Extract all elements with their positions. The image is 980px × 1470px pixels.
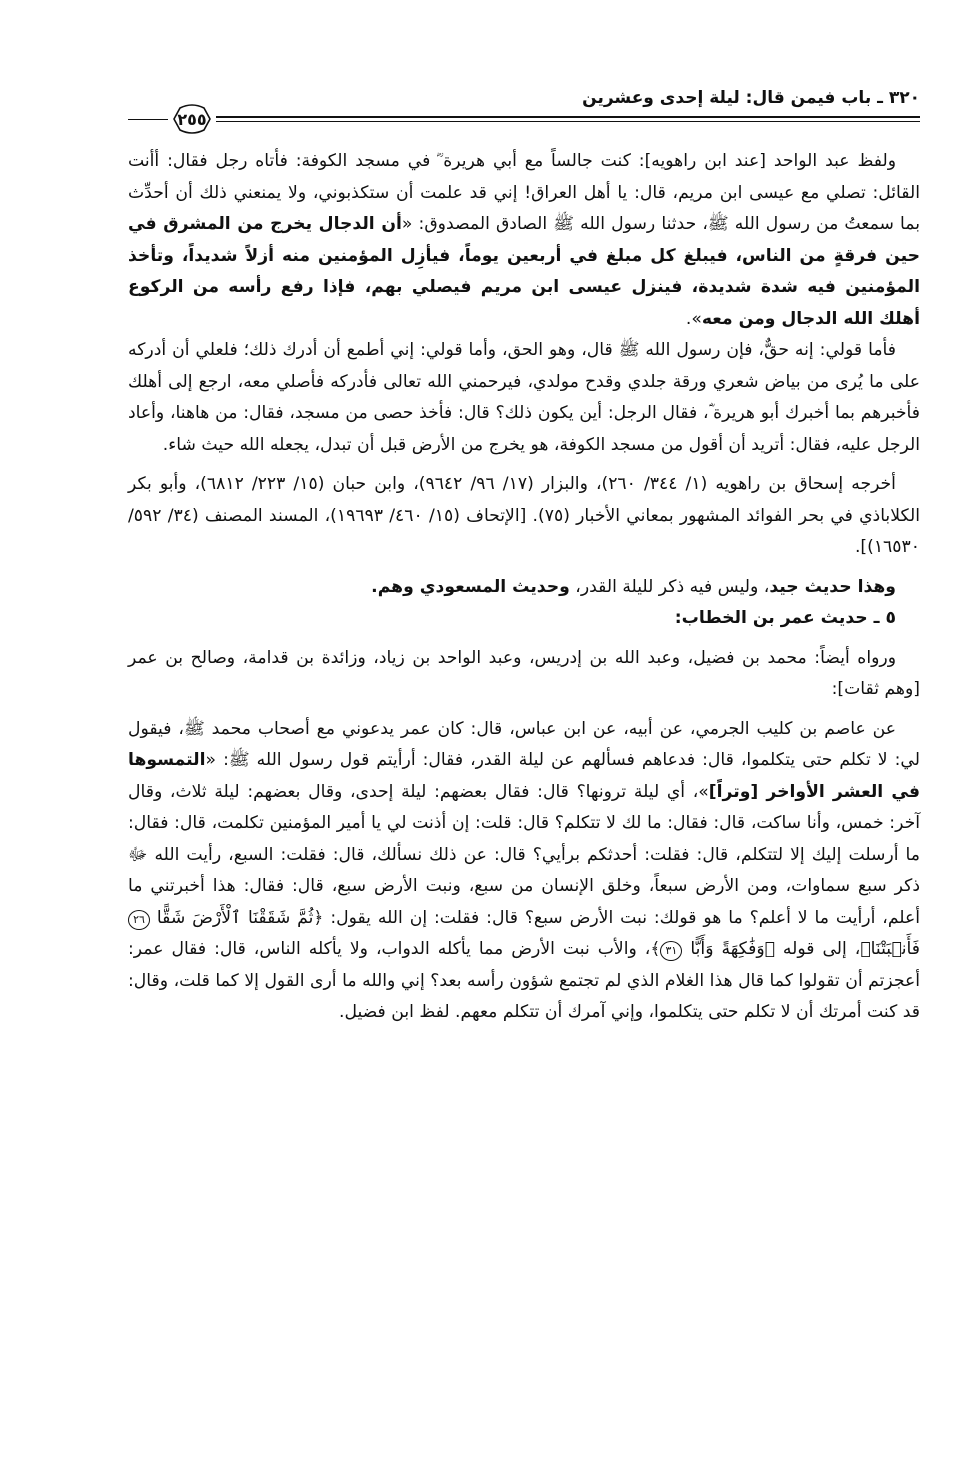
paragraph bbox=[128, 603, 920, 635]
page-header bbox=[128, 86, 920, 136]
text-segment: ». bbox=[685, 308, 702, 329]
text-segment: »، أي ليلة ترونها؟ قال: فقال بعضهم: ليلة إحدى، وقال بعضهم: ليلة ثلاث، وقال آخر: خمس، وأنا ساكت، قال: فقال: ما لك لا تتكلم؟ قال: قلت: إن أذنت لي يا أمير المؤمنين تكلمت، قال: فقال: ما أرسلت إليك إلا لتتكلم، قال: فقلت: أحدثكم برأيي؟ قال: عن ذلك نسألك، قال: فقلت: السبع، رأيت الله ﷻ ذكر سبع سماوات، ومن الأرض سبعاً، وخلق الإنسان من سبع، ونبت الأرض سبع، قال: فقال: هذا أخبرتني ما أعلم، أرأيت ما لا أعلم؟ ما هو قولك: نبت الأرض سبع؟ قال: فقلت: إن الله يقول: ﴿ثُمَّ شَقَقْنَا ٱلْأَرْضَ شَقًّا bbox=[128, 781, 920, 928]
page-number-badge bbox=[168, 102, 216, 136]
header-rule-thin bbox=[198, 121, 920, 122]
paragraph bbox=[128, 469, 920, 564]
text-segment: ورواه أيضاً: محمد بن فضيل، وعبد الله بن إدريس، وعبد الواحد بن زياد، وزائدة بن قدامة، وصالح بن عمر [وهم ثقات]: bbox=[128, 647, 920, 699]
text-segment: فَأَنۢبَتْنَا﴾، إلى قوله ﴿وَفَٰكِهَةً وَأَبًّا bbox=[682, 939, 921, 959]
paragraph bbox=[128, 714, 920, 1029]
bold-text: وهذا حديث جيد bbox=[769, 576, 896, 597]
text-segment: فأما قولي: إنه حقٌّ، فإن رسول الله ﷺ قال، وهو الحق، وأما قولي: إني أطمع أن أدرك ذلك؛ فلعلي أن أدركه على ما يُرى من بياض شعري ورقة جلدي وقدح مولدي، فيرحمني الله تعالى فأدركه فأصلي معه، ارجع إلى أهلك فأخبرهم بما أخبرك أبو هريرة ؓ، فقال الرجل: أين يكون ذلك؟ قال: فأخذ حصى من مسجد، فقال: من هاهنا، وأعاد الرجل عليه، فقال: أتريد أن أقول من مسجد الكوفة، هو يخرج من الأرض قبل أن تبدل، يجعله الله حيث شاء. bbox=[128, 340, 920, 455]
header-dash bbox=[128, 119, 168, 120]
bold-text: وحديث المسعودي وهم. bbox=[371, 576, 570, 597]
header-rule bbox=[198, 116, 920, 118]
page-body bbox=[128, 146, 920, 1029]
text-segment: ، وليس فيه ذكر لليلة القدر، bbox=[569, 576, 770, 597]
ayah-number-marker: ٢٦ bbox=[128, 910, 150, 930]
bold-text: التمسوها في العشر الأواخر [وتراً] bbox=[128, 750, 920, 802]
paragraph bbox=[128, 335, 920, 461]
text-segment: أخرجه إسحاق بن راهويه (١/ ٣٤٤/ ٢٦٠)، والبزار (١٧/ ٩٦/ ٩٦٤٢)، وابن حبان (١٥/ ٢٢٣/ ٦٨١٢)، وأبو بكر الكلاباذي في بحر الفوائد المشهور بمعاني الأخبار (٧٥). [الإتحاف (١٥/ ٤٦٠/ ١٩٦٩٣)، المسند المصنف (٣٤/ ٥٩٢/ ١٦٥٣٠)]. bbox=[128, 474, 920, 557]
bold-text: أن الدجال يخرج من المشرق في حين فرقةٍ من الناس، فيبلغ كل مبلغ في أربعين يوماً، فيأزِل المؤمنين منه أزلاً شديداً، وتأخذ المؤمنين فيه شدة شديدة، فينزل عيسى ابن مريم فيصلي بهم، فإذا رفع رأسه من الركوع أهلك الله الدجال ومن معه bbox=[128, 214, 920, 329]
text-segment: ﴾، والأب نبت الأرض مما يأكله الدواب، ولا يأكله الناس، قال: فقال عمر: أعجزتم أن تقولوا كما قال هذا الغلام الذي لم تجتمع شؤون رأسه بعد؟ إني والله ما أرى القول إلا كما قلت، وقال: قد كنت أمرتك أن لا تكلم حتى يتكلموا، وإني آمرك أن تتكلم معهم. لفظ ابن فضيل. bbox=[128, 939, 920, 1022]
bold-text: ٥ ـ حديث عمر بن الخطاب: bbox=[674, 608, 896, 628]
paragraph bbox=[128, 146, 920, 335]
ayah-number-marker: ٣١ bbox=[660, 941, 682, 961]
paragraph bbox=[128, 643, 920, 706]
text-segment: ولفظ عبد الواحد [عند ابن راهويه]: كنت جالساً مع أبي هريرة ؓ في مسجد الكوفة: فأتاه رجل فقال: أأنت القائل: تصلي مع عيسى ابن مريم، قال: يا أهل العراق! إني قد علمت أن ستكذبوني، ولا يمنعني ذلك أن أحدِّث بما سمعتُ من رسول الله ﷺ، حدثنا رسول الله ﷺ الصادق المصدوق: « bbox=[128, 151, 920, 234]
text-segment: عن عاصم بن كليب الجرمي، عن أبيه، عن ابن عباس، قال: كان عمر يدعوني مع أصحاب محمد ﷺ، فيقول لي: لا تكلم حتى يتكلموا، قال: فدعاهم فسألهم عن ليلة القدر، فقال: أرأيتم قول رسول الله ﷺ: « bbox=[128, 718, 920, 770]
running-title: ٣٢٠ ـ باب فيمن قال: ليلة إحدى وعشرين bbox=[582, 88, 920, 108]
paragraph bbox=[128, 572, 920, 604]
page-number: ٢٥٥ bbox=[177, 109, 207, 129]
